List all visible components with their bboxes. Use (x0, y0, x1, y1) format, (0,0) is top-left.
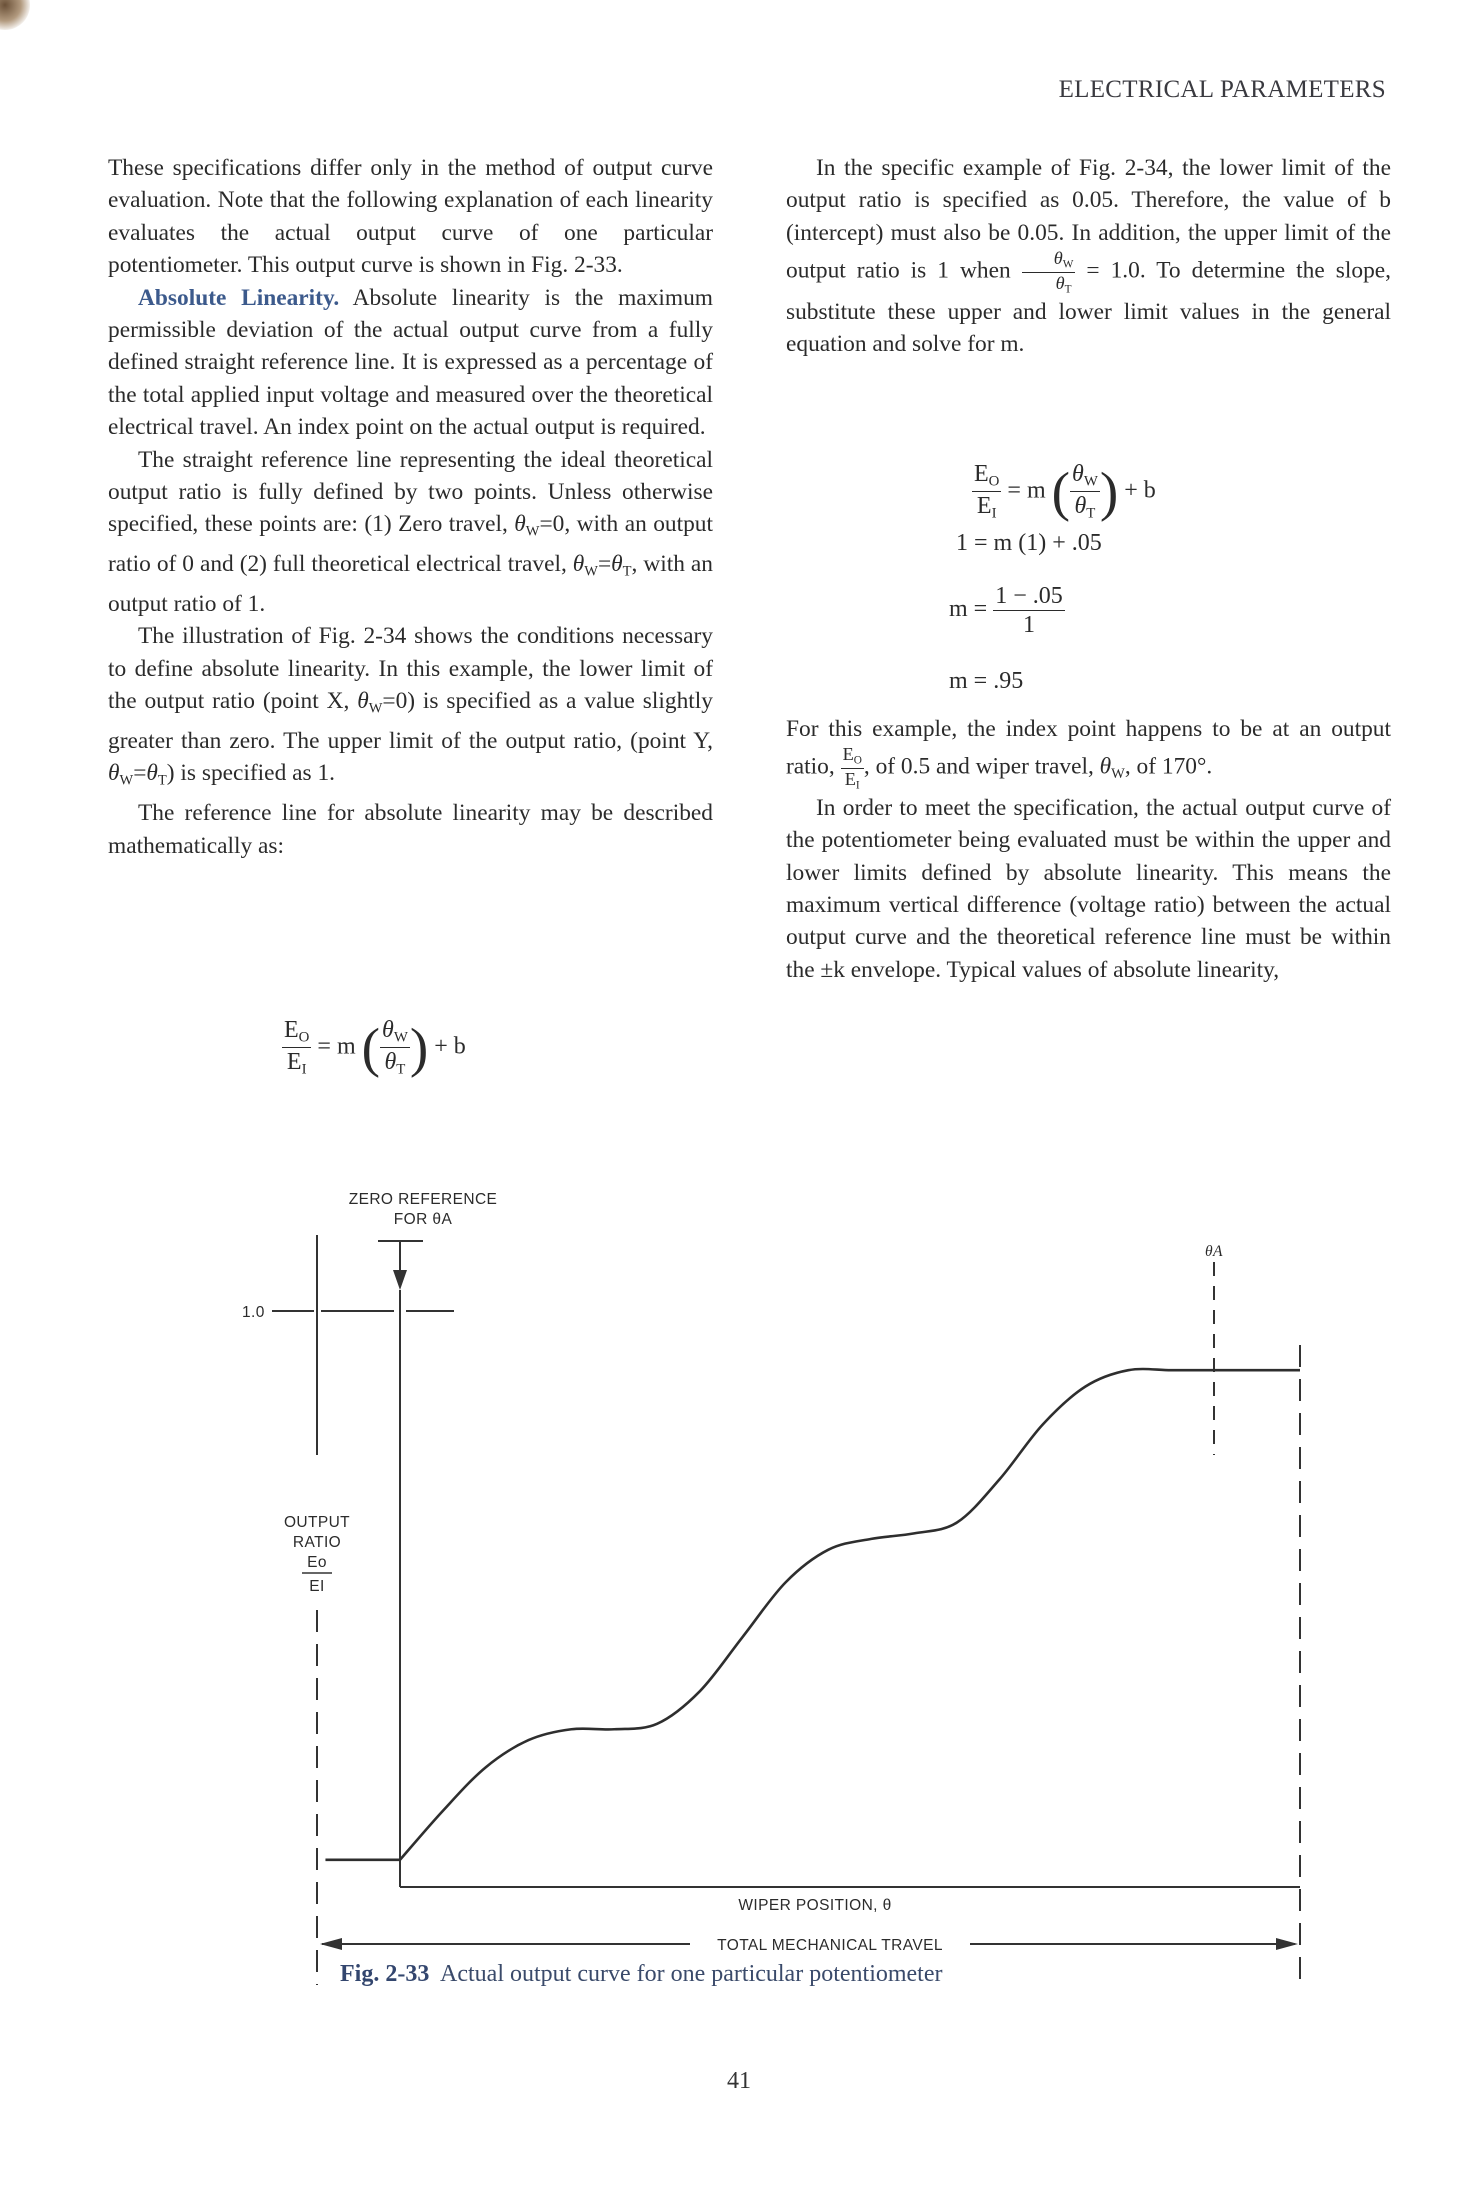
annotation-total-mechanical-travel: TOTAL MECHANICAL TRAVEL (717, 1937, 943, 1954)
annotation-zero-reference-line2: FOR θA (393, 1211, 453, 1228)
inline-fraction-theta: $\frac{\theta_W}{\theta_T}$ (1022, 249, 1076, 295)
annotation-theta-a: θA (1205, 1243, 1223, 1260)
paragraph-reference-line: The straight reference line representing the ideal theoretical output ratio is fully defined by two points. Unless otherwise specified, these points are: (1) Zero travel, $\theta_W=0$, with an output ratio of 0 and (2) full theoretical electrical travel, $\theta_W=\theta_T$, with an output ratio of 1. (108, 446, 714, 617)
total-travel-arrow-left (320, 1938, 342, 1950)
paragraph-index-point: For this example, the index point happens to be at an output ratio, $\frac{E_O}{E_I}$ , of 0.5 and wiper travel, $\theta_W$, of 170°. (786, 716, 1391, 792)
equation-reference-line: $\frac{E_O}{E_I}$ = m ( $\frac{\theta_W}{\theta_T}$ ) + b (284, 1016, 466, 1078)
figure-caption-label: Fig. 2-33 (340, 1961, 430, 1987)
y-tick-label-1.0: 1.0 (242, 1304, 265, 1321)
paragraph-mathematical: The reference line for absolute linearity may be described mathematically as: (108, 800, 713, 859)
y-axis-label-eo: Eo (307, 1554, 327, 1571)
paragraph-absolute-linearity: Absolute Linearity. Absolute linearity is the maximum permissible deviation of the actual output curve from a fully defined straight reference line. It is expressed as a percentage of the total applied input voltage and measured over the theoretical electrical travel. An index point on the actual output is required. (108, 284, 713, 441)
fraction-theta-w-theta-t: $\frac{\theta_W}{\theta_T}$ (382, 1017, 408, 1078)
total-travel-arrow-right (1276, 1938, 1298, 1950)
equation-general: $\frac{E_O}{E_I}$ = m ( $\frac{\theta_W}{\theta_T}$ ) + b (974, 460, 1156, 522)
running-head: ELECTRICAL PARAMETERS (1058, 76, 1386, 103)
page-number: 41 (727, 2068, 751, 2094)
annotation-zero-reference-line1: ZERO REFERENCE (348, 1191, 498, 1208)
section-heading-absolute-linearity: Absolute Linearity. (138, 284, 340, 311)
x-axis-label: WIPER POSITION, θ (738, 1897, 892, 1914)
paragraph-specific-example: In the specific example of Fig. 2-34, the lower limit of the output ratio is specified as 0.05. Therefore, the value of b (intercept) must also be 0.05. In addition, the upper limit of the output ratio is 1 when $\frac{\theta_W}{\theta_T}$ = 1.0. To determine the slope, substitute these upper and lower limit values in the general equation and solve for m. (786, 155, 1392, 358)
y-axis-label-ratio: RATIO (292, 1534, 342, 1551)
y-axis-label-output: OUTPUT (283, 1514, 351, 1531)
figure-caption (340, 1961, 943, 1988)
y-axis-label-ei: EI (309, 1578, 325, 1595)
fraction-eo-ei: $\frac{E_O}{E_I}$ (284, 1017, 310, 1078)
zero-reference-arrowhead (393, 1270, 407, 1290)
equation-slope: m = $\frac{1 - .05}{1}$ (949, 583, 1063, 638)
paragraph-intro: These specifications differ only in the method of output curve evaluation. Note that the following explanation of each linearity evaluates the actual output curve of one particular potentiometer. This output curve is shown in Fig. 2-33. (108, 155, 713, 279)
equation-substitution: 1 = m (1) + .05 (956, 530, 1102, 556)
equation-slope-result: m = .95 (949, 668, 1024, 694)
series-actual-output-curve (325, 1369, 1214, 1860)
figure-caption-text: Actual output curve for one particular potentiometer (440, 1961, 943, 1987)
paragraph-specification: In order to meet the specification, the actual output curve of the potentiometer being evaluated must be within the upper and lower limits defined by absolute linearity. This means the maximum vertical difference (voltage ratio) between the actual output curve and the theoretical reference line must be within the ±k envelope. Typical values of absolute linearity, (786, 794, 1391, 983)
paragraph-illustration: The illustration of Fig. 2-34 shows the conditions necessary to define absolute linearity. In this example, the lower limit of the output ratio (point X, $\theta_W=0$) is specified as a value slightly greater than zero. The upper limit of the output ratio, (point Y, $\theta_W=\theta_T$) is specified as 1. (108, 623, 713, 789)
